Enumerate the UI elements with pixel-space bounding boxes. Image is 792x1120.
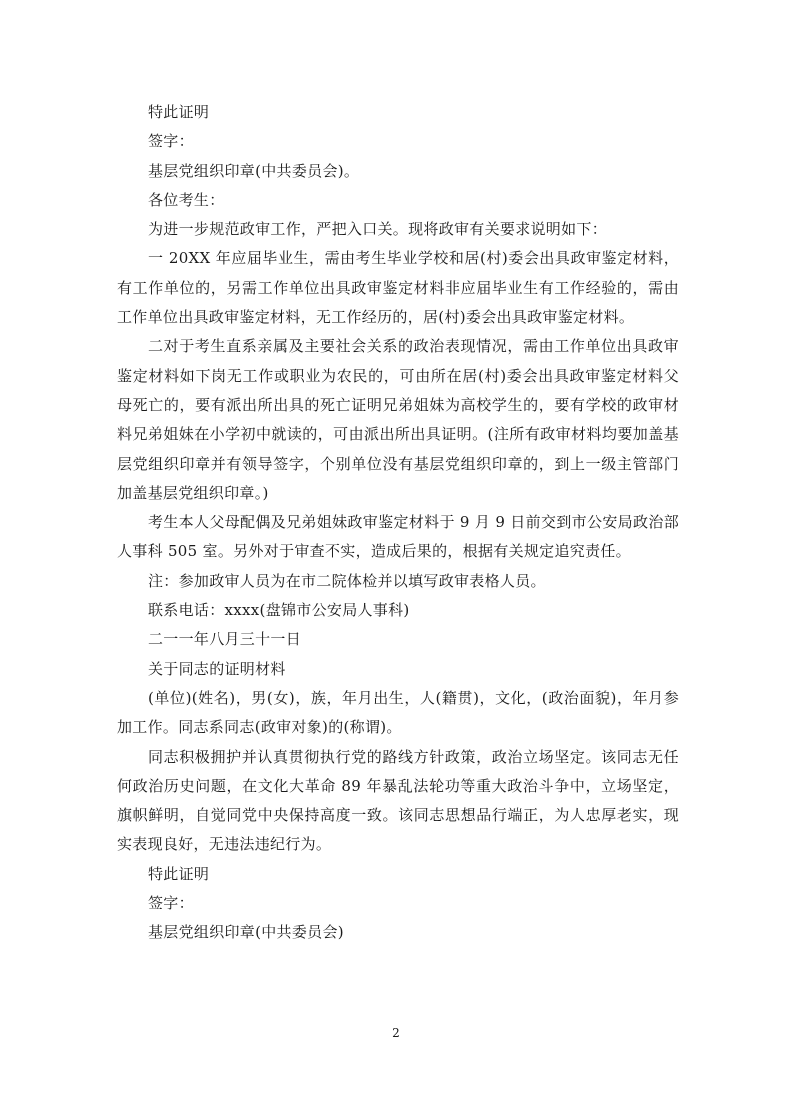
document-body — [117, 98, 679, 948]
paragraph-signature-2: 签字： — [148, 894, 194, 913]
paragraph-contact: 联系电话：xxxx(盘锦市公安局人事科) — [148, 601, 410, 620]
paragraph-certify: 特此证明 — [148, 103, 210, 121]
paragraph-salutation: 各位考生： — [148, 190, 225, 209]
paragraph-personal-info: (单位)(姓名)，男(女)，族，年月出生，人(籍贯)，文化，(政治面貌)，年月参加工作。同志系同志(政审对象)的(称谓)。 — [117, 688, 679, 737]
paragraph-signature: 签字： — [148, 132, 194, 151]
paragraph-evaluation: 同志积极拥护并认真贯彻执行党的路线方针政策，政治立场坚定。该同志无任何政治历史问题，在文化大革命 89 年暴乱法轮功等重大政治斗争中，立场坚定，旗帜鲜明，自觉同党中央保持高度一致。该同志思想品行端正，为人忠厚老实，现实表现良好，无违法违纪行为。 — [117, 747, 679, 854]
paragraph-requirement-2: 二对于考生直系亲属及主要社会关系的政治表现情况，需由工作单位出具政审鉴定材料如下岗无工作或职业为农民的，可由所在居(村)委会出具政审鉴定材料父母死亡的，要有派出所出具的死亡证明兄弟姐妹为高校学生的，要有学校的政审材料兄弟姐妹在小学初中就读的，可由派出所出具证明。(注所有政审材料均要加盖基层党组织印章并有领导签字，个别单位没有基层党组织印章的，到上一级主管部门加盖基层党组织印章。) — [117, 337, 679, 502]
paragraph-certificate-title: 关于同志的证明材料 — [148, 659, 286, 678]
paragraph-intro: 为进一步规范政审工作，严把入口关。现将政审有关要求说明如下： — [148, 220, 608, 239]
paragraph-submission: 考生本人父母配偶及兄弟姐妹政审鉴定材料于 9 月 9 日前交到市公安局政治部人事科 505 室。另外对于审查不实，造成后果的，根据有关规定追究责任。 — [117, 513, 679, 561]
paragraph-seal: 基层党组织印章(中共委员会)。 — [148, 161, 360, 180]
paragraph-certify-2: 特此证明 — [148, 864, 210, 883]
paragraph-date: 二一一年八月三十一日 — [148, 630, 302, 649]
page-number: 2 — [392, 1026, 400, 1040]
paragraph-requirement-1: 一 20XX 年应届毕业生，需由考生毕业学校和居(村)委会出具政审鉴定材料，有工作单位的，另需工作单位出具政审鉴定材料非应届毕业生有工作经验的，需由工作单位出具政审鉴定材料，无工作经历的，居(村)委会出具政审鉴定材料。 — [117, 249, 679, 327]
paragraph-seal-2: 基层党组织印章(中共委员会) — [148, 923, 344, 942]
paragraph-note: 注：参加政审人员为在市二院体检并以填写政审表格人员。 — [148, 571, 546, 590]
